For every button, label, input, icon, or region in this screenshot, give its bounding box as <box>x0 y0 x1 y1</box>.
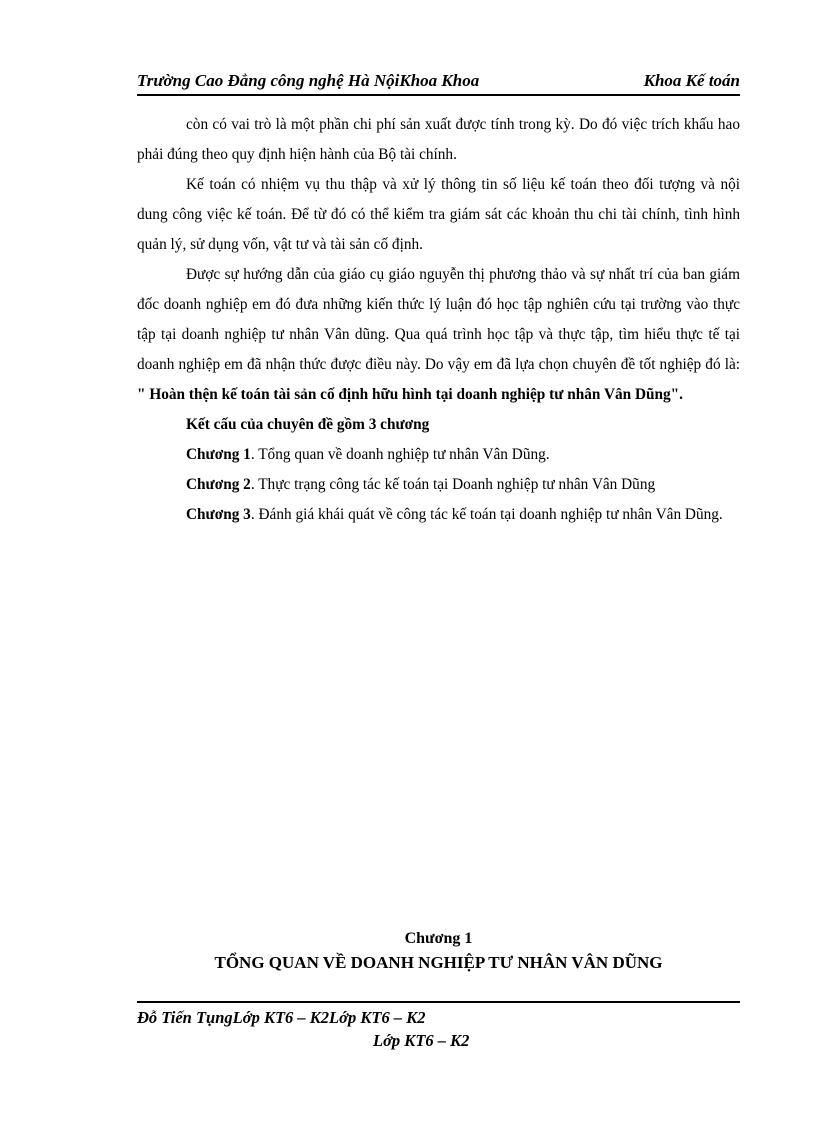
chapter-item-3 <box>137 500 740 530</box>
chapter-heading <box>137 928 740 976</box>
header-department: Khoa Kế toán <box>643 71 740 90</box>
footer-divider <box>137 1001 740 1003</box>
chapter-title: TỔNG QUAN VỀ DOANH NGHIỆP TƯ NHÂN VÂN DŨNG <box>214 953 663 972</box>
chapter-item-label: Chương 1 <box>186 446 251 463</box>
footer-author-line: Đỗ Tiến TụngLớp KT6 – K2Lớp KT6 – K2 <box>137 1008 426 1027</box>
paragraph-1: còn có vai trò là một phần chi phí sản xuất được tính trong kỳ. Do đó việc trích khấu hao phải đúng theo quy định hiện hành của Bộ tài chính. <box>137 116 740 163</box>
chapter-item-label: Chương 3 <box>186 506 251 523</box>
page-header <box>137 70 740 96</box>
structure-heading: Kết cấu của chuyên đề gồm 3 chương <box>186 416 430 433</box>
chapter-item-2 <box>137 470 740 500</box>
chapter-number: Chương 1 <box>404 930 473 947</box>
chapter-item-text: . Tổng quan về doanh nghiệp tư nhân Vân Dũng. <box>250 446 550 463</box>
paragraph-2: Kế toán có nhiệm vụ thu thập và xử lý thông tin số liệu kế toán theo đối tượng và nội dung công việc kế toán. Để từ đó có thể kiểm tra giám sát các khoản thu chi tài chính, tình hình quản lý, sử dụng vốn, vật tư và tài sản cố định. <box>137 176 740 253</box>
chapter-item-1 <box>137 440 740 470</box>
chapter-item-text: . Thực trạng công tác kế toán tại Doanh nghiệp tư nhân Vân Dũng <box>250 476 656 493</box>
footer-class-line: Lớp KT6 – K2 <box>373 1031 470 1050</box>
page-footer <box>137 1006 740 1052</box>
thesis-title: " Hoàn thện kế toán tài sản cố định hữu hình tại doanh nghiệp tư nhân Vân Dũng". <box>137 386 683 403</box>
header-school-name: Trường Cao Đẳng công nghệ Hà NộiKhoa Khoa <box>137 71 480 90</box>
chapter-item-label: Chương 2 <box>186 476 251 493</box>
chapter-item-text: . Đánh giá khái quát về công tác kế toán tại doanh nghiệp tư nhân Vân Dũng. <box>250 506 723 523</box>
body-text <box>137 110 740 530</box>
paragraph-3-text: Được sự hướng dẫn của giáo cụ giáo nguyễn thị phương thảo và sự nhất trí của ban giám đốc doanh nghiệp em đó đưa những kiến thức lý luận đó học tập nghiên cứu tại trường vào thực tập tại doanh nghiệp tư nhân Vân dũng. Qua quá trình học tập và thực tập, tìm hiểu thực tế tại doanh nghiệp em đã nhận thức được điều này. Do vậy em đã lựa chọn chuyên đề tốt nghiệp đó là: <box>137 266 740 373</box>
paragraph-3 <box>137 260 740 410</box>
